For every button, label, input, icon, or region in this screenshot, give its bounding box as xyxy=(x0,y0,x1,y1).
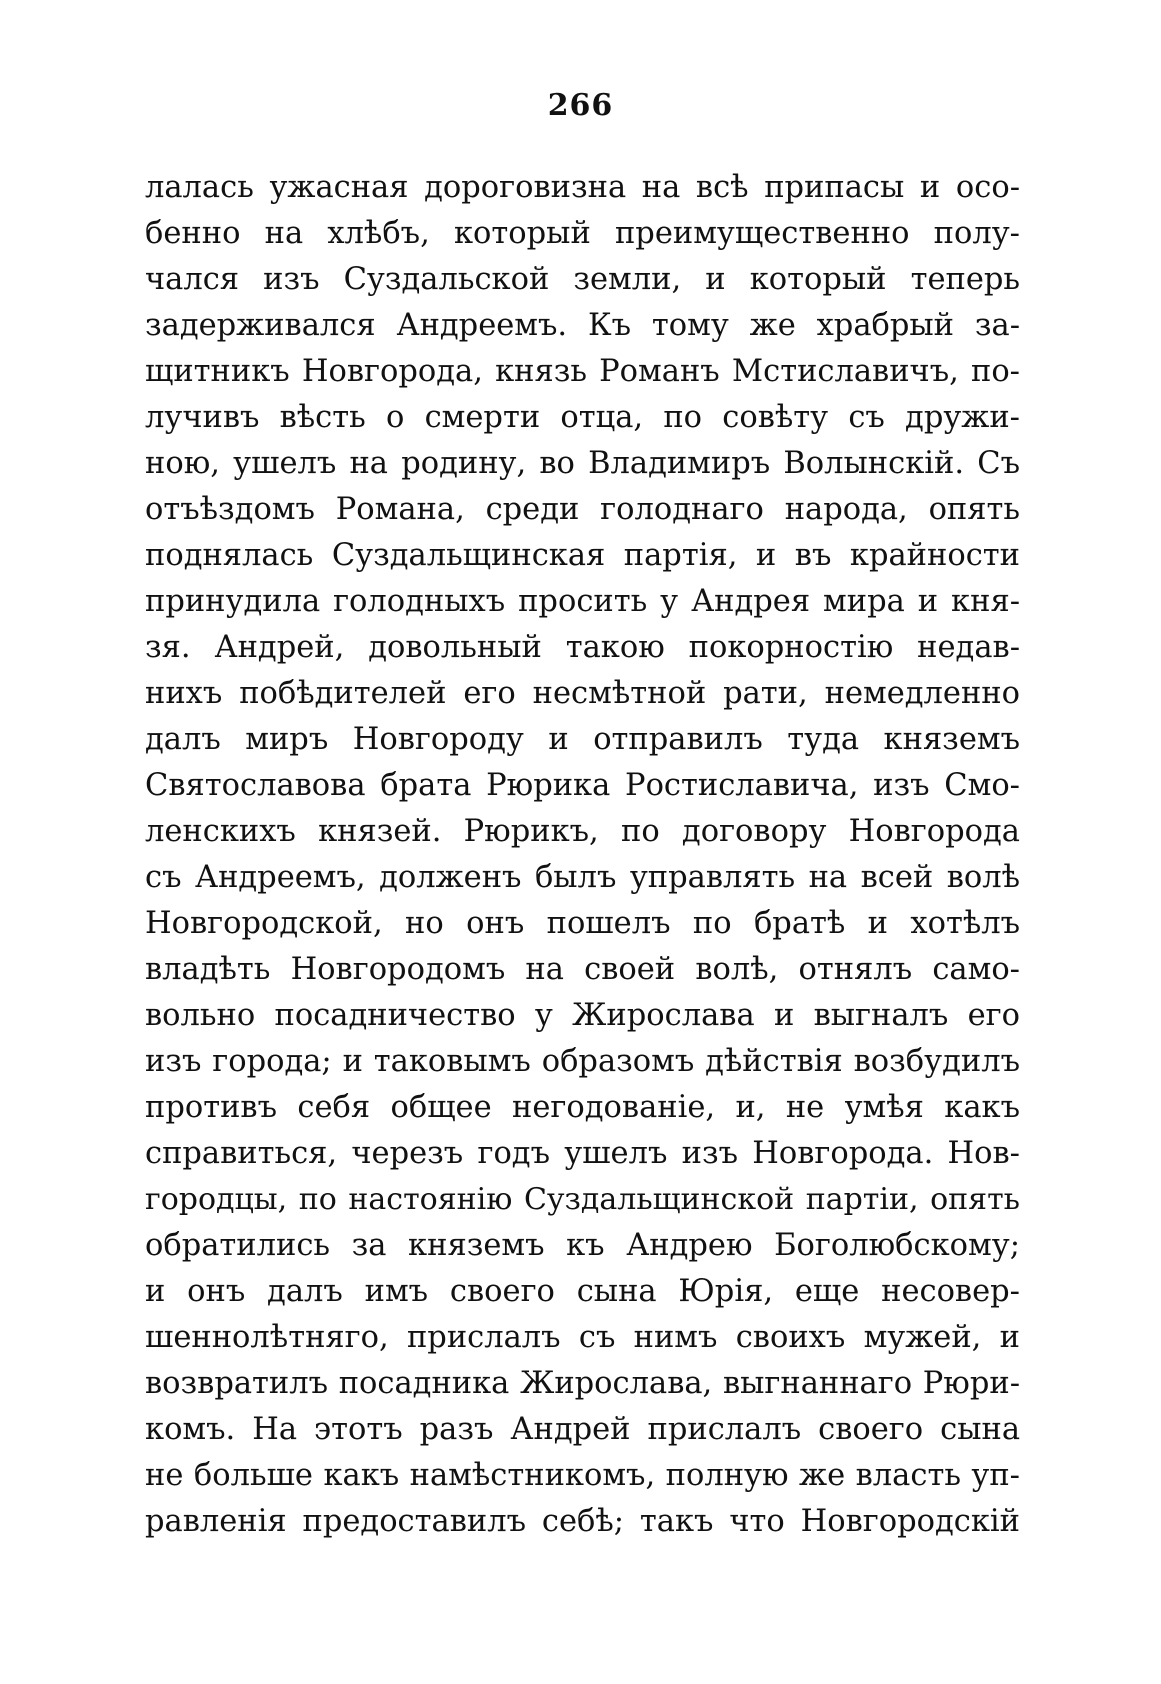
text-line: щитникъ Новгорода, князь Романъ Мстиславичъ, по- xyxy=(145,354,1020,389)
text-line: зя. Андрей, довольный такою покорностію недав- xyxy=(145,630,1020,665)
text-line: лучивъ вѣсть о смерти отца, по совѣту съ дружи- xyxy=(145,400,1020,435)
text-line: городцы, по настоянію Суздальщинской партіи, опять xyxy=(145,1182,1020,1217)
text-line: равленія предоставилъ себѣ; такъ что Новгородскій xyxy=(145,1504,1020,1539)
text-line: нихъ побѣдителей его несмѣтной рати, немедленно xyxy=(145,676,1020,711)
text-line: возвратилъ посадника Жирослава, выгнаннаго Рюри- xyxy=(145,1366,1020,1401)
text-line: обратились за княземъ къ Андрею Боголюбскому; xyxy=(145,1228,1020,1263)
text-line: ленскихъ князей. Рюрикъ, по договору Новгорода xyxy=(145,814,1020,849)
text-line: далъ миръ Новгороду и отправилъ туда княземъ xyxy=(145,722,1020,757)
page-number: 266 xyxy=(547,88,614,123)
text-line: владѣть Новгородомъ на своей волѣ, отнялъ само- xyxy=(145,952,1020,987)
text-line: задерживался Андреемъ. Къ тому же храбрый за- xyxy=(145,308,1020,343)
text-line: отъѣздомъ Романа, среди голоднаго народа, опять xyxy=(145,492,1020,527)
text-line: принудила голодныхъ просить у Андрея мира и кня- xyxy=(145,584,1020,619)
text-line: лалась ужасная дороговизна на всѣ припасы и осо- xyxy=(145,170,1020,205)
text-line: комъ. На этотъ разъ Андрей прислалъ своего сына xyxy=(145,1412,1020,1447)
text-line: ною, ушелъ на родину, во Владимиръ Волынскій. Съ xyxy=(145,446,1020,481)
text-line: вольно посадничество у Жирослава и выгналъ его xyxy=(145,998,1020,1033)
text-line: бенно на хлѣбъ, который преимущественно полу- xyxy=(145,216,1020,251)
body-text xyxy=(145,165,1020,1545)
text-line: чался изъ Суздальской земли, и который теперь xyxy=(145,262,1020,297)
text-line: и онъ далъ имъ своего сына Юрія, еще несовер- xyxy=(145,1274,1020,1309)
text-line: Новгородской, но онъ пошелъ по братѣ и хотѣлъ xyxy=(145,906,1020,941)
text-line: противъ себя общее негодованіе, и, не умѣя какъ xyxy=(145,1090,1020,1125)
text-line: шеннолѣтняго, прислалъ съ нимъ своихъ мужей, и xyxy=(145,1320,1020,1355)
text-line: Святославова брата Рюрика Ростиславича, изъ Смо- xyxy=(145,768,1020,803)
text-line: изъ города; и таковымъ образомъ дѣйствія возбудилъ xyxy=(145,1044,1020,1079)
text-line: съ Андреемъ, долженъ былъ управлять на всей волѣ xyxy=(145,860,1020,895)
text-line: поднялась Суздальщинская партія, и въ крайности xyxy=(145,538,1020,573)
text-line: не больше какъ намѣстникомъ, полную же власть уп- xyxy=(145,1458,1020,1493)
text-line: справиться, черезъ годъ ушелъ изъ Новгорода. Нов- xyxy=(145,1136,1020,1171)
